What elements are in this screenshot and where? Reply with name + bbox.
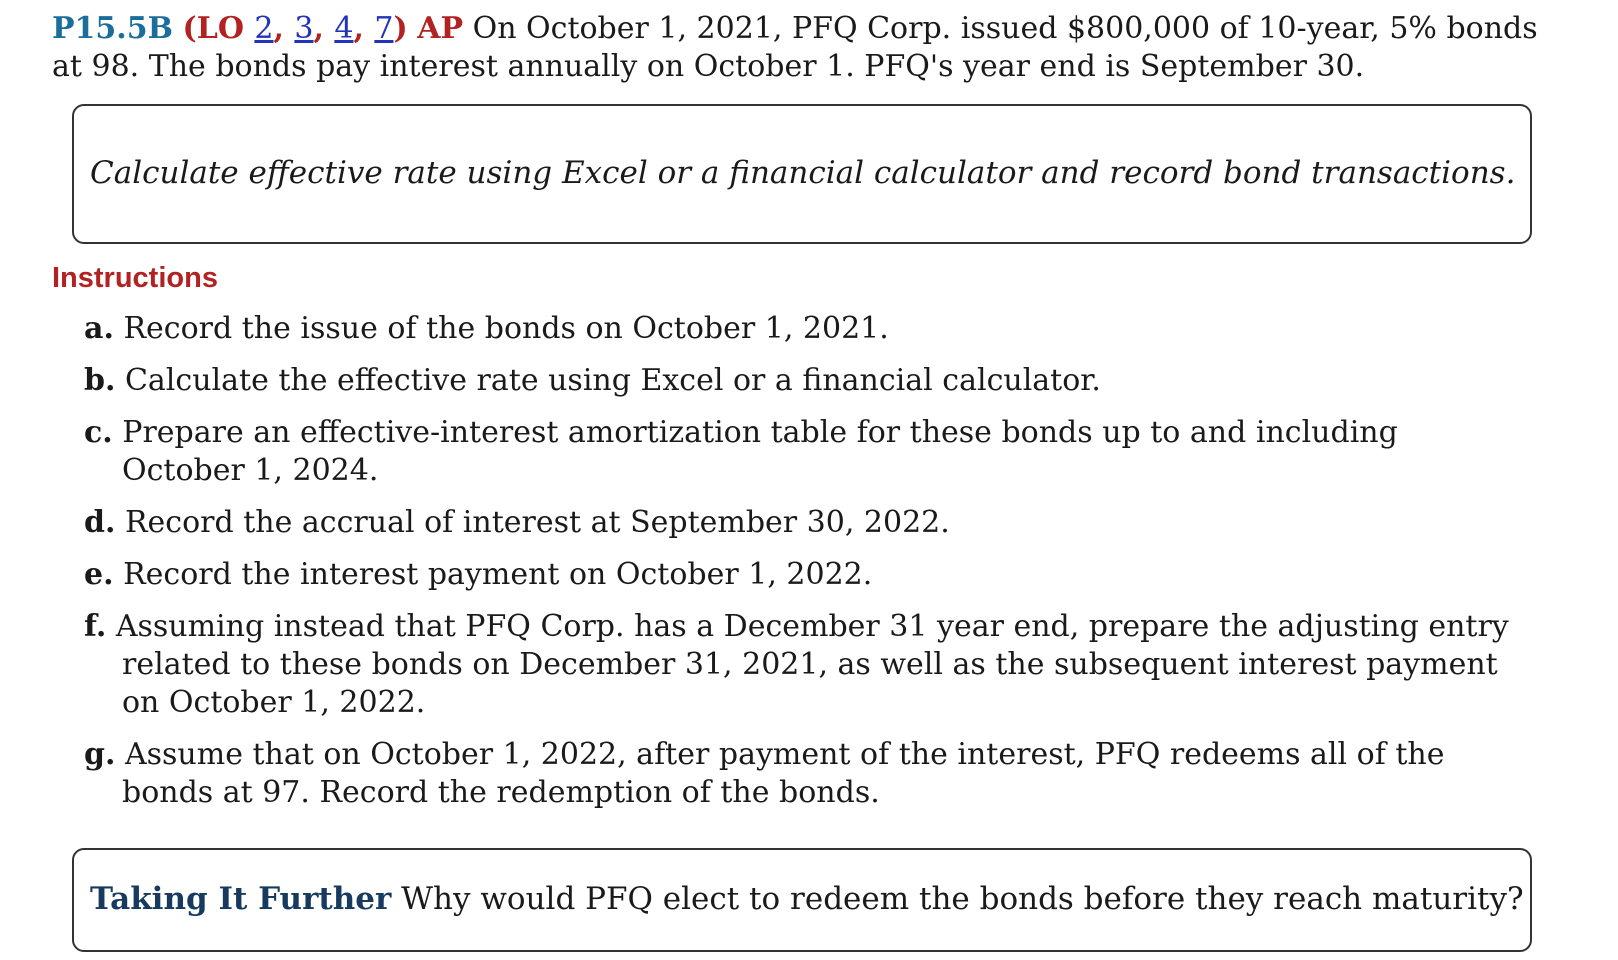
problem-id: P15.5B — [52, 11, 173, 46]
taking-further-question: Why would PFQ elect to redeem the bonds before they reach maturity? — [401, 881, 1524, 917]
learning-objectives: (LO 2, 3, 4, 7) — [182, 11, 408, 46]
instruction-item-b: b. Calculate the effective rate using Excel or a financial calculator. — [84, 363, 1101, 398]
taking-further-text — [90, 880, 1524, 918]
instruction-item-c: c. Prepare an effective-interest amortization table for these bonds up to and including October 1, 2024. — [84, 415, 1398, 488]
instructions-heading: Instructions — [52, 262, 218, 294]
instruction-item-d: d. Record the accrual of interest at September 30, 2022. — [84, 505, 950, 540]
instruction-item-e: e. Record the interest payment on October 1, 2022. — [84, 557, 873, 592]
objective-box — [72, 104, 1532, 244]
lo-link-4[interactable]: 4 — [334, 11, 354, 46]
problem-tag: AP — [417, 11, 464, 46]
lo-link-2[interactable]: 2 — [254, 11, 274, 46]
problem-statement: On October 1, 2021, PFQ Corp. issued $800,000 of 10-year, 5% bonds at 98. The bonds pay interest annually on October 1. PFQ's year end is September 30. — [52, 11, 1538, 84]
problem-intro — [52, 10, 1572, 86]
lo-link-7[interactable]: 7 — [374, 11, 394, 46]
taking-further-label: Taking It Further — [90, 881, 392, 917]
instruction-item-a: a. Record the issue of the bonds on October 1, 2021. — [84, 311, 889, 346]
lo-link-3[interactable]: 3 — [294, 11, 314, 46]
instruction-item-f: f. Assuming instead that PFQ Corp. has a December 31 year end, prepare the adjusting entry related to these bonds on December 31, 2021, as well as the subsequent interest payment on October 1, 2022. — [84, 609, 1509, 720]
taking-further-box — [72, 848, 1532, 952]
instructions-list — [84, 310, 1524, 812]
objective-text: Calculate effective rate using Excel or a financial calculator and record bond transactions. — [90, 155, 1516, 191]
instruction-item-g: g. Assume that on October 1, 2022, after payment of the interest, PFQ redeems all of the bonds at 97. Record the redemption of the bonds. — [84, 737, 1445, 810]
